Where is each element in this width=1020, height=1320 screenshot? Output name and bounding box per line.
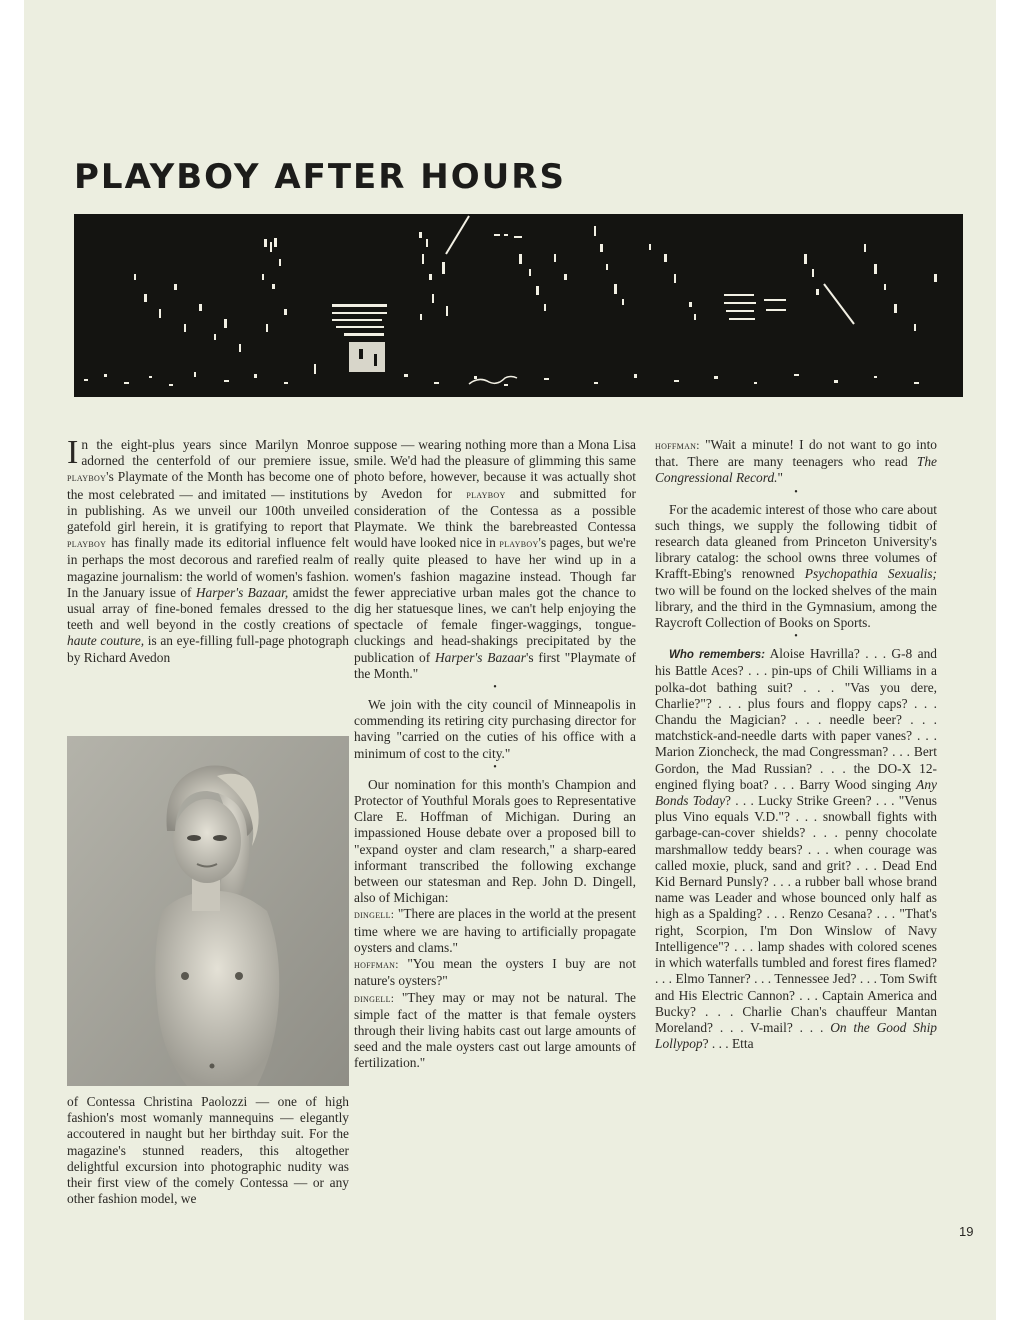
- magazine-name: playboy: [466, 488, 506, 501]
- magazine-name: playboy: [499, 538, 539, 551]
- magazine-name: playboy: [67, 472, 107, 485]
- who-remembers-paragraph: [655, 646, 937, 1052]
- article-column-1-continued: [67, 1094, 349, 1207]
- intro-paragraph: [67, 434, 350, 666]
- hoffman-paragraph: Our nomination for this month's Champion and Protector of Youthful Morals goes to Representative Clare E. Hoffman of Michigan. During an impassioned House debate over a proposed bill to "expand oyster and clam research," a sharp-eared informant transcribed the following exchange between our statesman and Rep. John D. Dingell, also of Michigan:: [354, 776, 636, 906]
- article-column-3: [655, 437, 937, 1052]
- drop-cap: I: [67, 434, 79, 471]
- quote-text: "Wait a minute! I do not want to go into that. There are many teenagers who read: [655, 437, 937, 470]
- section-bullet: •: [794, 631, 798, 643]
- speaker-name: dingell:: [354, 992, 395, 1005]
- book-title: Psychopathia Sexualis;: [804, 566, 937, 582]
- text-run: Aloise Havrilla? . . . G-8 and his Battle Aces? . . . pin-ups of Chili Williams in a polka-dot bathing suit? . . . "Vas you dere, Charlie?"? . . . plus fours and floppy caps? . . . Chandu the Magician? . . . needle beer? . . . matchstick-and-needle darts with paper vanes? . . . Marion Zioncheck, the mad Congressman? . . . Bert Gordon, the Mad Russian? . . . the DO-X 12-engined flying boat? . . . Barry Wood singing: [655, 646, 937, 792]
- section-bullet: •: [493, 682, 497, 694]
- text-run: 's Playmate of the Month has become one of the most celebrated — and imitated — institutions in publishing. As we unveil our 100th unveiled gatefold girl herein, it is gratifying to report that: [67, 469, 349, 535]
- city-skyline-illustration: [74, 214, 963, 397]
- magazine-name: playboy: [67, 538, 107, 551]
- text-run: has finally made its editorial influence felt in perhaps the most decorous and rarefied realm of magazine journalism: the world of women's fashion. In the January issue of: [67, 535, 349, 600]
- text-run: ? . . . Etta: [702, 1036, 754, 1052]
- page-number: 19: [959, 1224, 974, 1239]
- quote-text: "You mean the oysters I buy are not nature's oysters?": [354, 956, 636, 989]
- text-run: 's pages, but we're really quite pleased to have her wind up in a women's fashion magazine instead. Though far fewer appreciative urban males got the chance to dig her statuesque lines, we can't help enjoying the spectacle of female finger-waggings, tongue-cluckings and head-shakings precipitated by the publication of: [354, 535, 637, 665]
- section-bullet: •: [794, 486, 798, 498]
- minneapolis-paragraph: We join with the city council of Minneapolis in commending its retiring city purchasing director for having "carried on the cuties of his office with a minimum of cost to the city.": [354, 697, 636, 761]
- hoffman-quote-1: [354, 956, 636, 989]
- text-run: suppose — wearing nothing more than a Mona Lisa smile. We'd had the pleasure of glimming this same photo before, however, because it was actually shot by Avedon for: [354, 437, 636, 501]
- song-title: Any Bonds Today: [655, 776, 937, 809]
- section-bullet: •: [493, 761, 497, 773]
- text-run: amidst the usual array of fine-boned females dressed to the teeth and well beyond in the costly creations of: [67, 584, 349, 633]
- who-remembers-label: Who remembers:: [669, 649, 765, 662]
- quote-text: "There are places in the world at the present time where we are having to artificially propagate oysters and clams.": [354, 906, 636, 955]
- skyline-drawing: [74, 214, 963, 397]
- photo-paragraph: of Contessa Christina Paolozzi — one of high fashion's most womanly mannequins — elegantly accoutered in naught but her birthday suit. For the magazine's stunned readers, this altogether delightful excursion into photographic nudity was their first view of the comely Contessa — or any other fashion model, we: [67, 1094, 349, 1207]
- speaker-name: hoffman:: [655, 440, 700, 452]
- dingell-quote-1: [354, 906, 636, 956]
- dingell-quote-2: [354, 990, 636, 1072]
- article-column-1: [67, 434, 350, 666]
- contessa-paragraph: [354, 437, 636, 682]
- page-title: PLAYBOY AFTER HOURS: [74, 157, 566, 197]
- hoffman-quote-2: [655, 437, 937, 487]
- text-run: two will be found on the locked shelves of the main library, and the third in the Gymnasium, among the Raycroft Collection of Books on Sports.: [655, 582, 937, 631]
- article-column-2: [354, 437, 636, 1072]
- text-run: For the academic interest of those who care about such things, we supply the following tidbit of research data gleaned from Princeton University's library catalog: the school owns three volumes of Krafft-Ebing's renowned: [655, 501, 937, 582]
- text-run: n the eight-plus years since Marilyn Monroe adorned the centerfold of our premiere issue,: [81, 437, 349, 469]
- portrait-photograph: [67, 736, 349, 1086]
- publication-name: The Congressional Record.: [655, 454, 937, 486]
- portrait-figure: [67, 736, 349, 1086]
- magazine-name: Harper's Bazaar: [434, 649, 526, 665]
- italic-term: haute couture,: [67, 633, 145, 649]
- text-run: and submitted for consideration of the Contessa as a possible Playmate. We think the barebreasted Contessa would have looked nice in: [354, 485, 636, 551]
- quote-text: ": [777, 470, 783, 486]
- speaker-name: dingell:: [354, 909, 395, 922]
- princeton-paragraph: [655, 502, 937, 632]
- text-run: 's first "Playmate of the Month.": [354, 649, 636, 681]
- magazine-page: [24, 0, 996, 1320]
- speaker-name: hoffman:: [354, 959, 399, 972]
- magazine-name: Harper's Bazaar,: [195, 584, 289, 600]
- text-run: is an eye-filling full-page photograph by Richard Avedon: [67, 633, 350, 665]
- text-run: ? . . . Lucky Strike Green? . . . "Venus plus Vino equals V.D."? . . . snowball fights with garbage-can-cover shields? . . . penny chocolate marshmallow teddy bears? . . . when courage was called moxie, pluck, sand and grit? . . . Dead End Kid Bernard Punsly? . . . a rubber ball whose brand name was Leader and whose bounced only half as high as a Spalding? . . . Renzo Cesana? . . . "That's right, Scorpion, I'm Don Winslow of Navy Intelligence"? . . . lamp shades with colored scenes in which waterfalls tumbled and forest fires flamed? . . . Elmo Tanner? . . . Tennessee Jed? . . . Tom Swift and His Electric Cannon? . . . Captain America and Bucky? . . . Charlie Chan's chauffeur Mantan Moreland? . . . V-mail? . . .: [655, 793, 937, 1035]
- quote-text: "They may or may not be natural. The simple fact of the matter is that female oysters through their living habits cast out large amounts of seed and the male oysters cast out large amounts of fertilization.": [354, 989, 636, 1071]
- song-title: On the Good Ship Lollypop: [655, 1019, 937, 1052]
